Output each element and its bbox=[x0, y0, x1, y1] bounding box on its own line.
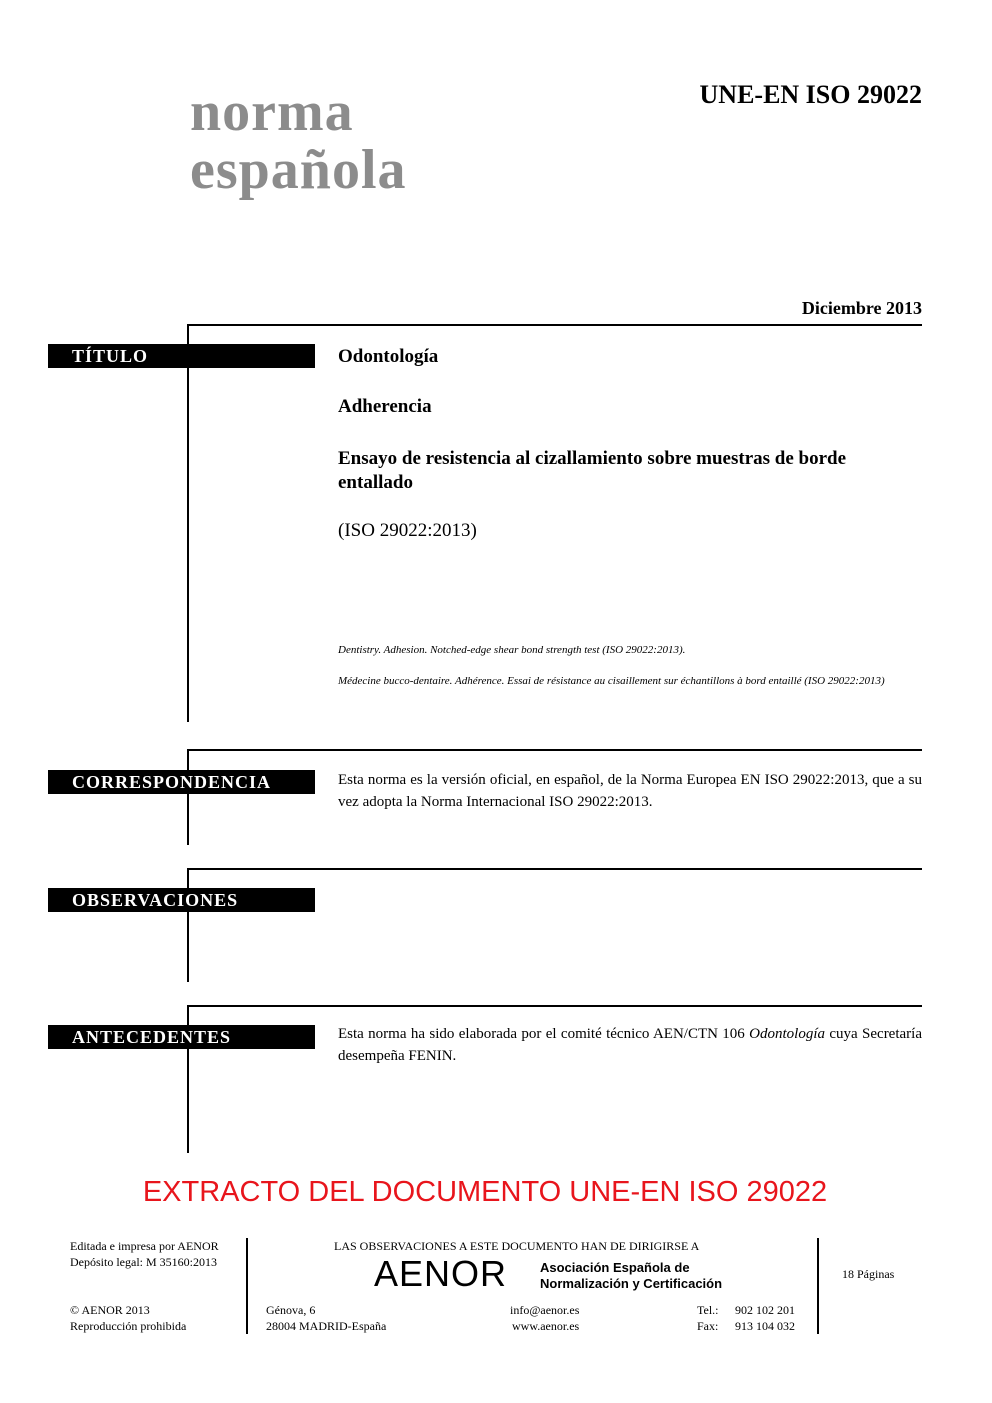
title-line-1: Odontología bbox=[338, 346, 439, 367]
section-label-correspondencia: CORRESPONDENCIA bbox=[48, 770, 315, 794]
footer-tel-label: Tel.: bbox=[697, 1303, 719, 1317]
title-iso-ref: (ISO 29022:2013) bbox=[338, 520, 477, 541]
antecedentes-text bbox=[338, 1023, 922, 1067]
footer-reproduccion: Reproducción prohibida bbox=[70, 1319, 187, 1333]
aenor-description bbox=[540, 1260, 722, 1292]
aenor-desc-line2: Normalización y Certificación bbox=[540, 1276, 723, 1291]
footer-email[interactable]: info@aenor.es bbox=[510, 1303, 580, 1317]
correspondencia-text: Esta norma es la versión oficial, en español, de la Norma Europea EN ISO 29022:2013, que a su vez adopta la Norma Internacional ISO 29022:2013. bbox=[338, 772, 922, 810]
section-divider bbox=[188, 749, 922, 751]
document-date: Diciembre 2013 bbox=[801, 298, 922, 318]
section-divider bbox=[188, 1005, 922, 1007]
antecedentes-text-part2: cuya Secretaría desempeña FENIN. bbox=[338, 1026, 922, 1064]
section-divider bbox=[188, 868, 922, 870]
footer-deposito: Depósito legal: M 35160:2013 bbox=[70, 1255, 217, 1269]
footer-fax-label: Fax: bbox=[697, 1319, 719, 1333]
footer-web[interactable]: www.aenor.es bbox=[512, 1319, 580, 1333]
aenor-desc-line1: Asociación Española de bbox=[540, 1260, 690, 1275]
section-label-titulo: TÍTULO bbox=[48, 344, 315, 368]
section-vertical-rule bbox=[187, 324, 189, 722]
section-label-observaciones: OBSERVACIONES bbox=[48, 888, 315, 912]
footer-fax: 913 104 032 bbox=[735, 1319, 795, 1333]
footer-address-2: 28004 MADRID-España bbox=[266, 1319, 387, 1333]
footer-edited: Editada e impresa por AENOR bbox=[70, 1239, 219, 1253]
footer-pages: 18 Páginas bbox=[842, 1267, 895, 1281]
section-vertical-rule bbox=[187, 749, 189, 845]
title-line-3: Ensayo de resistencia al cizallamiento sobre muestras de borde entallado bbox=[338, 448, 847, 493]
footer-tel: 902 102 201 bbox=[735, 1303, 795, 1317]
translation-french: Médecine bucco-dentaire. Adhérence. Essai de résistance au cisaillement sur échantillons à bord entaillé (ISO 29022:2013) bbox=[338, 675, 885, 687]
translation-english: Dentistry. Adhesion. Notched-edge shear bond strength test (ISO 29022:2013). bbox=[338, 644, 686, 656]
section-divider bbox=[188, 324, 922, 326]
antecedentes-committee-name: Odontología bbox=[749, 1026, 825, 1042]
footer-copyright: © AENOR 2013 bbox=[70, 1303, 150, 1317]
footer-divider bbox=[817, 1238, 819, 1334]
norma-title-line2: española bbox=[190, 139, 407, 201]
section-vertical-rule bbox=[187, 868, 189, 982]
section-label-antecedentes: ANTECEDENTES bbox=[48, 1025, 315, 1049]
aenor-logo: AENOR bbox=[374, 1253, 508, 1294]
antecedentes-text-part1: Esta norma ha sido elaborada por el comité técnico AEN/CTN 106 bbox=[338, 1026, 750, 1042]
footer-divider bbox=[246, 1238, 248, 1334]
norma-title-line1: norma bbox=[190, 81, 354, 143]
footer-observaciones-notice: LAS OBSERVACIONES A ESTE DOCUMENTO HAN DE DIRIGIRSE A bbox=[334, 1239, 700, 1253]
extract-notice: EXTRACTO DEL DOCUMENTO UNE-EN ISO 29022 bbox=[142, 1176, 828, 1208]
document-code: UNE-EN ISO 29022 bbox=[699, 80, 922, 109]
footer-address-1: Génova, 6 bbox=[266, 1303, 316, 1317]
title-line-2: Adherencia bbox=[338, 396, 432, 417]
